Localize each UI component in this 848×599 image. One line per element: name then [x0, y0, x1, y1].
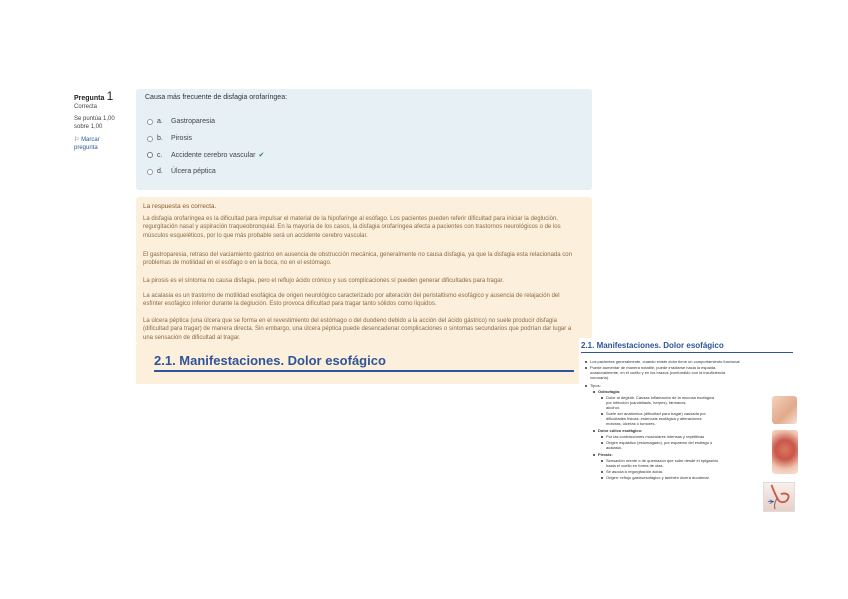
slide-header-rule: [154, 370, 574, 372]
question-text: Causa más frecuente de disfagia orofaríngea:: [145, 94, 288, 101]
question-status: Correcta: [74, 104, 98, 110]
question-score-1: Se puntúa 1,00: [74, 116, 115, 122]
slide-line: Se asocia a regurgitación ácida.: [601, 469, 663, 474]
slide-line: Suele ser anatómica (dificultad para tragar) causada por: [601, 411, 706, 416]
slide-line: Tipos:: [585, 383, 601, 388]
slide-line: Puede aumentar de manera notable, puede irradiarse hacia la espalda,: [585, 365, 716, 370]
feedback-paragraph-1: La disfagia orofaríngea es la dificultad para impulsar el material de la hipofaringe al esófago. Los pacientes pueden referir dificultad para iniciar la deglución, regurgitación nasal y aspiración traqueobronquial. En la mayoría de los casos, la disfagia orofaríngea afecta a pacientes con trastornos neurológicos o de los músculos esqueléticos, por lo que más probable será un accidente cerebro vascular.: [143, 216, 561, 239]
radio-button[interactable]: [147, 169, 153, 175]
slide-line: alcohol.: [606, 405, 620, 410]
chest-pain-photo: [772, 430, 798, 474]
feedback-heading: La respuesta es correcta.: [143, 203, 217, 210]
slide-line: Los pacientes generalmente, cuando existe dolor tiene un comportamiento funcional.: [585, 359, 741, 364]
answer-option-c[interactable]: [147, 151, 264, 159]
slide-line: hasta el cuello en forma de olas.: [606, 463, 664, 468]
option-letter: a.: [157, 118, 163, 125]
slide-line: Pirosis:: [593, 452, 613, 457]
slide-line: Sensación urente o de quemazón que sube desde el epigastrio: [601, 458, 718, 463]
feedback-paragraph-3: La pirosis es el síntoma no causa disfagia, pero el reflujo ácido crónico y sus complicaciones sí pueden generar dificultades para tragar.: [143, 278, 504, 284]
question-info: [74, 89, 118, 154]
option-text: Gastroparesia: [171, 118, 215, 125]
option-letter: b.: [157, 135, 163, 142]
question-panel: [136, 89, 592, 190]
answer-option-b[interactable]: [147, 135, 192, 142]
option-text: Pirosis: [171, 135, 193, 142]
answer-option-d[interactable]: [147, 168, 216, 175]
question-number-label: Pregunta: [74, 95, 105, 102]
slide-line: dificultades físicas: estenosis esofágica y alteraciones: [606, 416, 702, 421]
slide-header: [136, 344, 592, 384]
slide-line: Odinofagia:: [593, 389, 620, 394]
slide-header-title: 2.1. Manifestaciones. Dolor esofágico: [154, 353, 386, 368]
slide-line: Origen espástico (estomagado), por espasmo del esófago o: [601, 440, 712, 445]
flag-question-text-2[interactable]: pregunta: [74, 145, 98, 151]
slide-line: acalasia.: [606, 445, 622, 450]
slide-line: ocasionalmente, en el cuello y en los brazos (confundido con la insuficiencia: [590, 370, 726, 375]
feedback-paragraph-4: La acalasia es un trastorno de motilidad esofágica de origen neurológico caracterizado por alteración del peristaltismo esofágico y ausencia de relajación del esfínter esofágico inferior durante la deglución. Esto provoca dificultad para tragar tanto sólidos como líquidos.: [143, 293, 560, 308]
throat-photo: [772, 396, 797, 424]
option-text: Úlcera péptica: [171, 168, 216, 175]
question-number-value: 1: [106, 89, 114, 103]
radio-button-selected[interactable]: [147, 152, 153, 158]
feedback-paragraph-5: La úlcera péptica (una úlcera que se forma en el revestimiento del estómago o del duodeno debido a la acción del ácido gástrico) no suele producir disfagia (dificultad para tragar) de manera directa. Sin embargo, una úlcera péptica puede desencadenar complicaciones o síntomas secundarios que podrían dar lugar a una sensación de dificultad al tragar.: [143, 318, 572, 341]
answer-option-a[interactable]: [147, 118, 215, 125]
feedback-panel: [136, 197, 592, 344]
radio-button[interactable]: [147, 119, 153, 125]
option-letter: c.: [157, 151, 163, 159]
slide-title-rule: [581, 352, 793, 353]
slide-line: Dolor al deglutir. Causas inflamación de la mucosa esofágica: [601, 395, 714, 400]
feedback-paragraph-2: El gastroparesia, retraso del vaciamiento gástrico en ausencia de obstrucción mecánica, generalmente no causa disfagia, ya que la disfagia esta relacionada con problemas de motilidad en el esófago o en la boca, no en el estómago.: [143, 252, 572, 267]
slide-line: Dolor cólico esofágico:: [593, 428, 642, 433]
checkmark-icon: ✔: [258, 152, 265, 159]
slide-line: por infección (candidiasis, herpes), fármacos,: [606, 400, 687, 405]
reflux-diagram: [763, 482, 795, 512]
question-number: [74, 89, 118, 103]
option-text: Accidente cerebro vascular: [171, 151, 256, 159]
radio-button[interactable]: [147, 136, 153, 142]
question-score-2: sobre 1,00: [74, 124, 103, 130]
flag-question-link[interactable]: [74, 136, 118, 152]
slide-line: coronaria).: [590, 375, 610, 380]
flag-question-text-1[interactable]: Marcar: [81, 137, 100, 143]
option-letter: d.: [157, 168, 163, 175]
slide-line: motoras, úlceras o tumores.: [606, 421, 656, 426]
slide-image: [579, 338, 795, 516]
reflux-diagram-drawing: [764, 483, 794, 511]
flag-icon: ⚐: [74, 137, 80, 143]
slide-title: 2.1. Manifestaciones. Dolor esofágico: [581, 341, 724, 350]
slide-line: Por las contracciones musculares intensas y repetitivas: [601, 434, 704, 439]
slide-line: Origen: reflujo gastroesofágico y también úlcera duodenal.: [601, 475, 710, 480]
